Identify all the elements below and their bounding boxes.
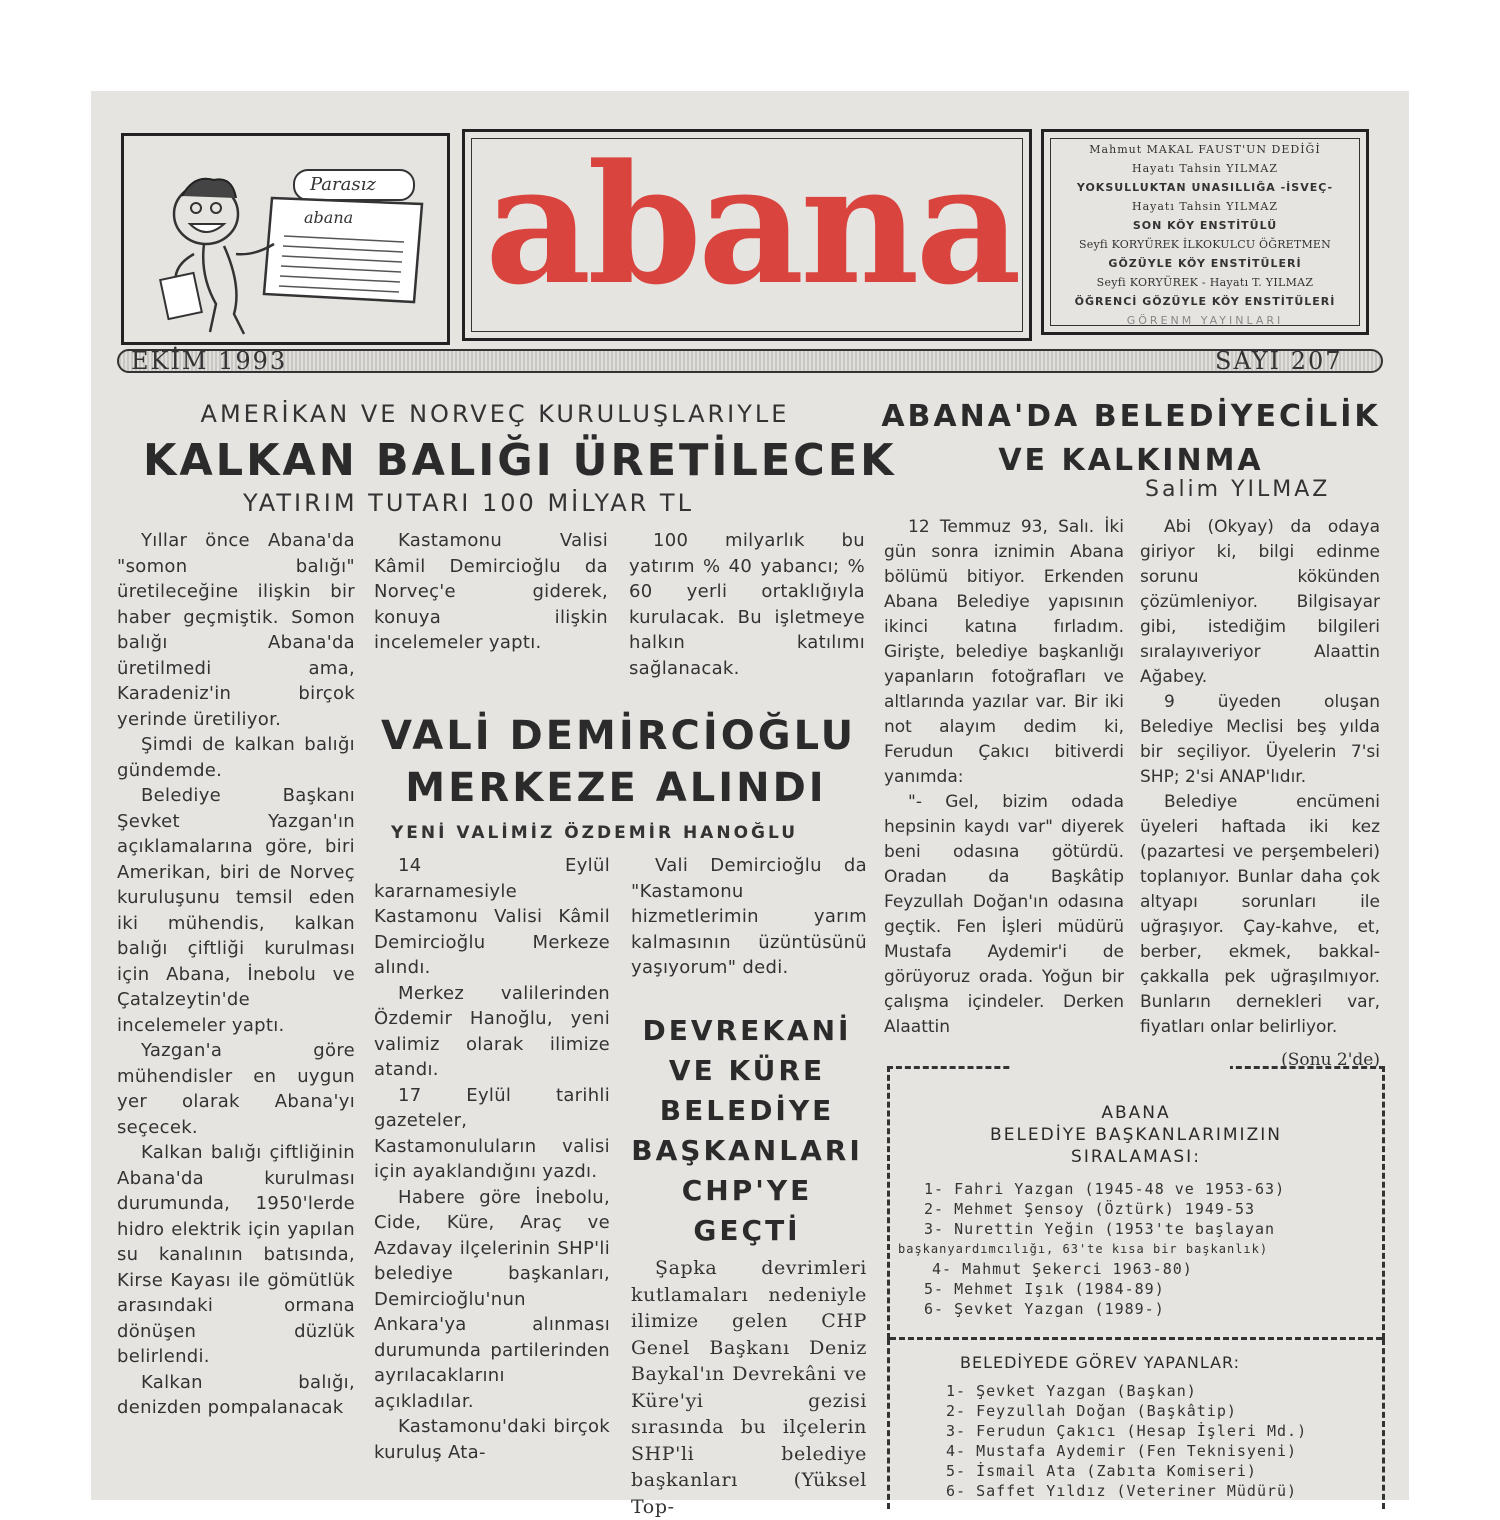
staff-item: 2- Feyzullah Doğan (Başkâtip) bbox=[946, 1402, 1237, 1420]
mayor-item: 2- Mehmet Şensoy (Öztürk) 1949-53 bbox=[924, 1200, 1256, 1218]
article2-headline-line-1: VALİ DEMİRCİOĞLU bbox=[381, 713, 857, 759]
book-ad-line: Mahmut MAKAL FAUST'UN DEDİĞİ bbox=[1089, 143, 1321, 156]
article3-body bbox=[631, 1255, 867, 1520]
mayor-item: 3- Nurettin Yeğin (1953'te başlayan bbox=[924, 1220, 1276, 1238]
article3-headline bbox=[629, 1011, 865, 1251]
book-ad-line: SON KÖY ENSTİTÜLÜ bbox=[1132, 219, 1278, 232]
article2-column-2 bbox=[631, 853, 867, 981]
paragraph: Kastamonu'daki birçok kuruluş Ata- bbox=[374, 1416, 610, 1463]
paragraph: Yazgan'a göre mühendisler en uygun yer olarak Abana'yı seçecek. bbox=[117, 1040, 355, 1138]
paragraph: Abi (Okyay) da odaya giriyor ki, bilgi edinme sorunu kökünden çözümleniyor. Bilgisayar gibi, istediğim bilgileri sıralayıveriyor Alaattin Ağabey. bbox=[1140, 517, 1380, 687]
staff-title: BELEDİYEDE GÖREV YAPANLAR: bbox=[960, 1353, 1241, 1372]
newspaper-title: abana bbox=[485, 128, 1018, 321]
book-ad-line: GÖZÜYLE KÖY ENSTİTÜLERİ bbox=[1108, 257, 1302, 270]
mayors-title-2: BELEDİYE BAŞKANLARIMIZIN bbox=[990, 1125, 1282, 1145]
article1-column-1 bbox=[117, 528, 355, 1421]
article3-headline-line: VE KÜRE bbox=[668, 1054, 826, 1087]
paragraph: Kalkan balığı çiftliğinin Abana'da kurulması durumunda, 1950'lerde hidro elektrik için yapılan su kanalının batısında, Kirse Kayası ile gömütlük arasındaki ormana dönüşen düzlük belirlendi. bbox=[117, 1142, 355, 1367]
article4-column-1 bbox=[884, 515, 1124, 1040]
paragraph: Kastamonu Valisi Kâmil Demircioğlu da Norveç'e giderek, konuya ilişkin incelemeler yaptı. bbox=[374, 530, 608, 653]
article1-column-3 bbox=[629, 528, 865, 681]
mascot-box bbox=[121, 133, 450, 345]
paragraph: 100 milyarlık bu yatırım % 40 yabancı; % 60 yerli ortaklığıyla kurulacak. Bu işletmeye halkın katılımı sağlanacak. bbox=[629, 530, 865, 679]
article3-headline-line: BELEDİYE bbox=[659, 1094, 835, 1127]
mayor-item: 5- Mehmet Işık (1984-89) bbox=[924, 1280, 1165, 1298]
paragraph: "- Gel, bizim odada hepsinin kaydı var" diyerek beni odasına götürdü. Oradan da Başkâtip Feyzullah Doğan'ın odasına geçtik. Fen İşleri müdürü Mustafa Aydemir'i de görüyoruz orada. Yoğun bir çalışma içindeler. Derken Alaattin bbox=[884, 792, 1124, 1037]
mayor-item: 6- Şevket Yazgan (1989-) bbox=[924, 1300, 1165, 1318]
article2-column-1 bbox=[374, 853, 610, 1465]
article1-headline: KALKAN BALIĞI ÜRETİLECEK bbox=[143, 435, 897, 486]
article4-column-2 bbox=[1140, 515, 1380, 1073]
book-ad-line: ÖĞRENCİ GÖZÜYLE KÖY ENSTİTÜLERİ bbox=[1074, 295, 1336, 308]
book-ad-line: Hayatı Tahsin YILMAZ bbox=[1132, 200, 1278, 213]
paragraph: 12 Temmuz 93, Salı. İki gün sonra iznimin Abana bölümü bitiyor. Erkenden Abana Belediye yapısının ikinci katına fırladım. Girişte, belediye başkanlığı yapanların fotoğrafları ve altlarında yazılar var. Bir iki not alayım dedim ki, Ferudun Çakıcı bitiverdi yanımda: bbox=[884, 517, 1124, 787]
mayors-title-1: ABANA bbox=[1101, 1103, 1171, 1123]
paragraph: Yıllar önce Abana'da "somon balığı" üretileceğine ilişkin bir haber geçmiştik. Somon balığı Abana'da üretilmedi ama, Karadeniz'in birçok yerinde üretiliyor. bbox=[117, 530, 355, 730]
continued-note: (Sonu 2'de) bbox=[1281, 1050, 1380, 1070]
paragraph: 14 Eylül kararnamesiyle Kastamonu Valisi Kâmil Demircioğlu Merkeze alındı. bbox=[374, 855, 610, 978]
article3-headline-line: GEÇTİ bbox=[693, 1214, 801, 1247]
article2-subhead: YENİ VALİMİZ ÖZDEMİR HANOĞLU bbox=[391, 823, 798, 843]
staff-item: 1- Şevket Yazgan (Başkan) bbox=[946, 1382, 1197, 1400]
staff-item: 3- Ferudun Çakıcı (Hesap İşleri Md.) bbox=[946, 1422, 1308, 1440]
mayors-title-3: SIRALAMASI: bbox=[1071, 1147, 1201, 1167]
paragraph: Belediye encümeni üyeleri haftada iki kez (pazartesi ve perşembeleri) toplanıyor. Bunlar daha çok altyapı sorunları ile uğraşıyor. Çay-kahve, et, berber, ekmek, bakkal-çakkalla pek uğraşılmıyor. Bunların dernekleri var, fiyatları onlar belirliyor. bbox=[1140, 792, 1380, 1037]
paragraph: Merkez valilerinden Özdemir Hanoğlu, yeni valimiz olarak ilimize atandı. bbox=[374, 982, 610, 1080]
mayor-note: başkanyardımcılığı, 63'te kısa bir başkanlık) bbox=[898, 1242, 1269, 1256]
mascot-sign-text: Parasız bbox=[310, 174, 376, 195]
issue-number: SAYI 207 bbox=[1215, 347, 1343, 375]
mascot-paper-text: abana bbox=[304, 208, 354, 227]
article4-author: Salim YILMAZ bbox=[1145, 477, 1331, 502]
article3-headline-line: DEVREKANİ bbox=[642, 1014, 852, 1047]
paragraph: 17 Eylül tarihli gazeteler, Kastamonuluların valisi için ayaklandığını yazdı. bbox=[374, 1084, 610, 1182]
book-ads-box bbox=[1041, 129, 1369, 335]
article4-headline-line-1: ABANA'DA BELEDİYECİLİK bbox=[881, 399, 1381, 434]
staff-item: 4- Mustafa Aydemir (Fen Teknisyeni) bbox=[946, 1442, 1298, 1460]
book-ad-line: Hayatı Tahsin YILMAZ bbox=[1132, 162, 1278, 175]
title-box bbox=[462, 129, 1032, 341]
book-ad-line: YOKSULLUKTAN UNASILLIĞA -İSVEÇ- bbox=[1076, 181, 1334, 194]
paragraph: Belediye Başkanı Şevket Yazgan'ın açıklamalarına göre, biri Amerikan, biri de Norveç kuruluşunu temsil eden iki mühendis, kalkan balığı çiftliği kurulması için Abana, İnebolu ve Çatalzeytin'de incelemeler yaptı. bbox=[117, 785, 355, 1036]
staff-item: 5- İsmail Ata (Zabıta Komiseri) bbox=[946, 1462, 1257, 1480]
book-ad-line: GÖRENM YAYINLARI bbox=[1126, 314, 1284, 327]
paragraph: 9 üyeden oluşan Belediye Meclisi beş yılda bir seçiliyor. Üyelerin 7'si SHP; 2'si ANAP'lıdır. bbox=[1140, 692, 1380, 787]
article1-subhead: YATIRIM TUTARI 100 MİLYAR TL bbox=[243, 489, 694, 517]
article2-headline-line-2: MERKEZE ALINDI bbox=[405, 765, 827, 811]
mascot-illustration bbox=[124, 136, 447, 342]
article1-kicker: AMERİKAN VE NORVEÇ KURULUŞLARIYLE bbox=[200, 400, 790, 428]
paragraph: Şimdi de kalkan balığı gündemde. bbox=[117, 734, 355, 781]
mayors-box bbox=[887, 1066, 1385, 1339]
mayor-item: 1- Fahri Yazgan (1945-48 ve 1953-63) bbox=[924, 1180, 1286, 1198]
paragraph: Kalkan balığı, denizden pompalanacak bbox=[117, 1371, 355, 1418]
article4-headline-line-2: VE KALKINMA bbox=[998, 443, 1264, 478]
book-ad-line: Seyfi KORYÜREK İLKOKULCU ÖĞRETMEN bbox=[1079, 238, 1331, 251]
paragraph: Şapka devrimleri kutlamaları nedeniyle ilimize gelen CHP Genel Başkanı Deniz Baykal'ın Devrekâni ve Küre'yi gezisi sırasında bu ilçelerin SHP'li belediye başkanları (Yüksel Top- bbox=[631, 1257, 867, 1518]
staff-box bbox=[887, 1339, 1385, 1509]
issue-date: EKİM 1993 bbox=[131, 347, 288, 375]
article3-headline-line: CHP'YE bbox=[681, 1174, 813, 1207]
paragraph: Habere göre İnebolu, Cide, Küre, Araç ve Azdavay ilçelerinin SHP'li belediye başkanları, Demircioğlu'nun Ankara'ya alınması durumunda partilerinden ayrılacaklarını açıkladılar. bbox=[374, 1186, 610, 1412]
staff-item: 6- Saffet Yıldız (Veteriner Müdürü) bbox=[946, 1482, 1298, 1500]
article1-column-2 bbox=[374, 528, 608, 656]
mayor-item: 4- Mahmut Şekerci 1963-80) bbox=[932, 1260, 1193, 1278]
newspaper-page bbox=[91, 91, 1409, 1518]
article3-headline-line: BAŞKANLARI bbox=[631, 1134, 863, 1167]
date-issue-bar bbox=[117, 349, 1383, 373]
paragraph: Vali Demircioğlu da "Kastamonu hizmetlerimin yarım kalmasının üzüntüsünü yaşıyorum" dedi. bbox=[631, 855, 867, 978]
book-ad-line: Seyfi KORYÜREK - Hayatı T. YILMAZ bbox=[1096, 276, 1314, 289]
